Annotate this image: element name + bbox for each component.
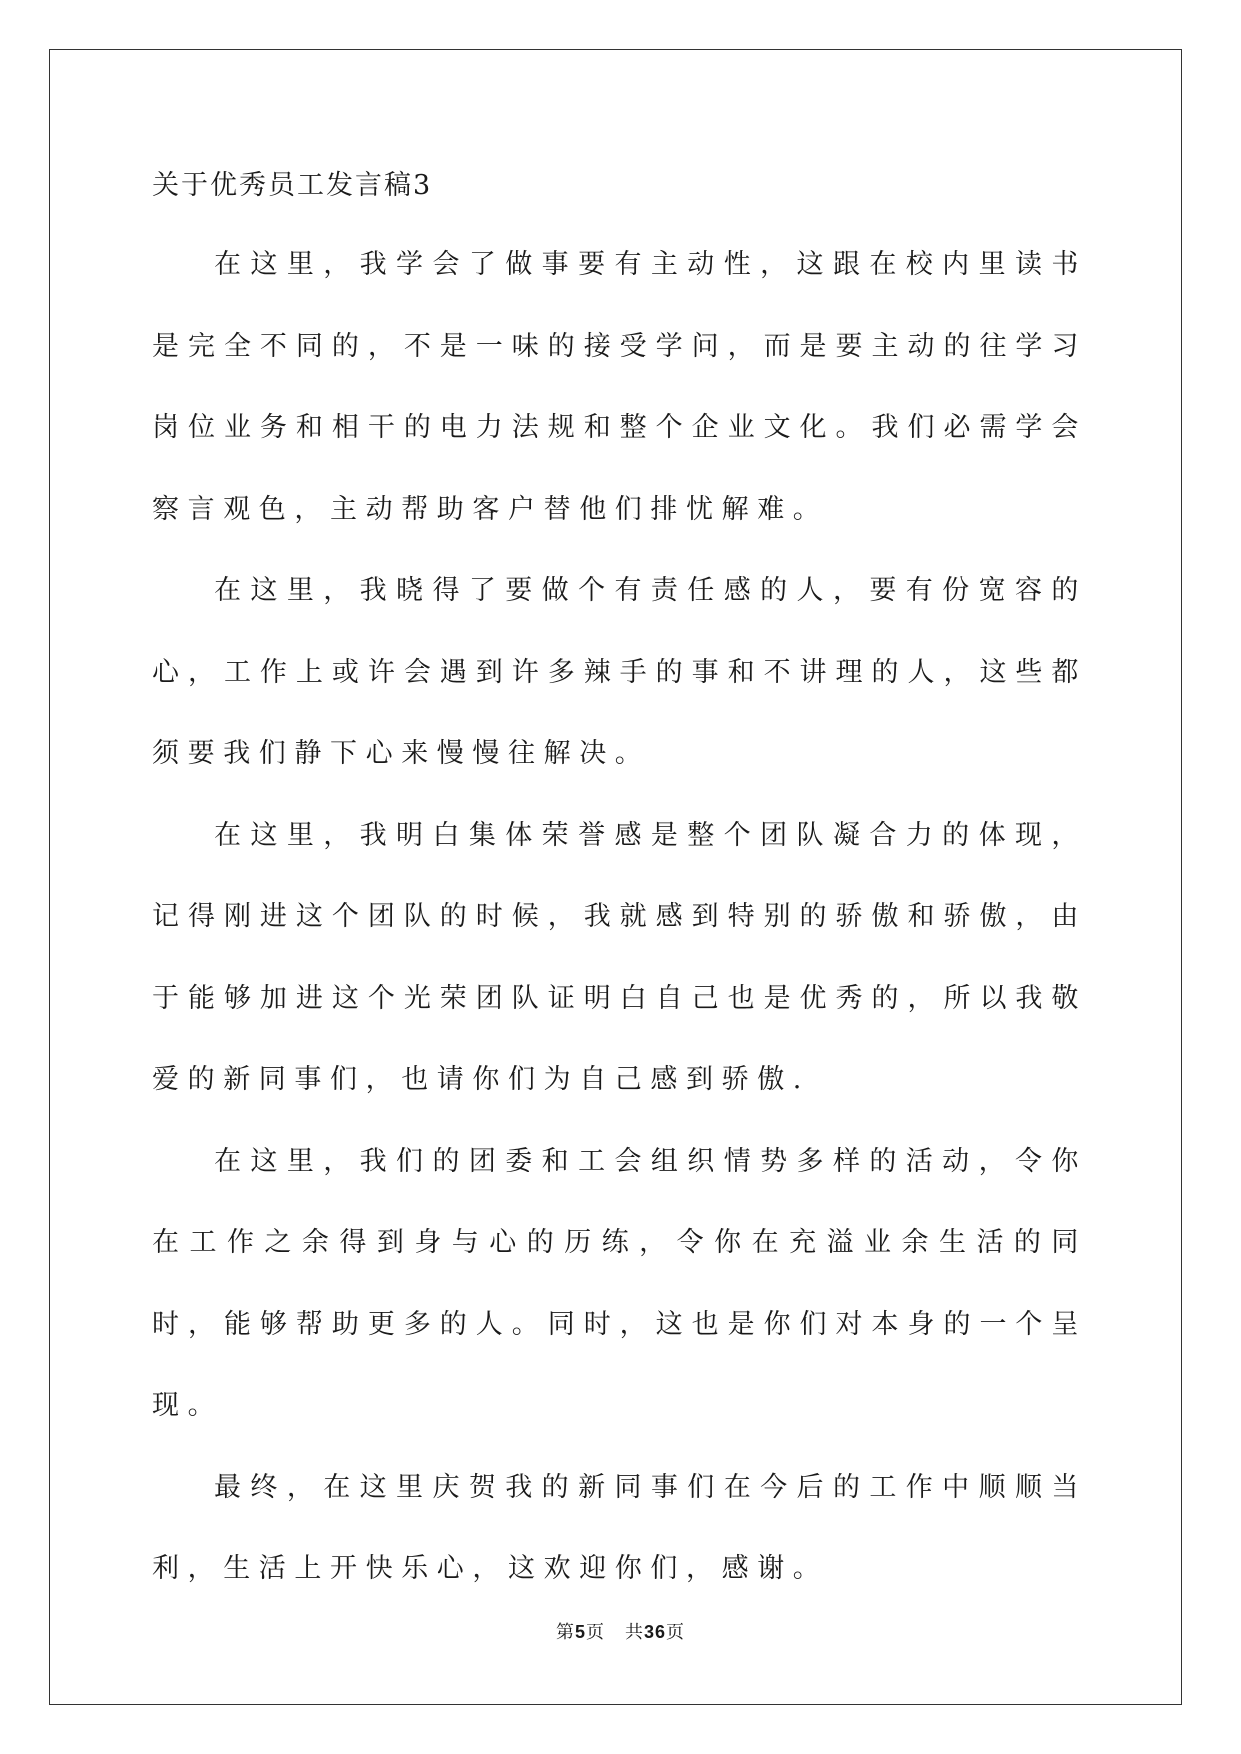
paragraph-4: 在这里，我们的团委和工会组织情势多样的活动，令你在工作之余得到身与心的历练，令你在充溢业余生活的同时，能够帮助更多的人。同时，这也是你们对本身的一个呈现。 [152, 1145, 1087, 1421]
total-prefix: 共 [624, 1622, 644, 1643]
page-footer [0, 1618, 1241, 1644]
total-pages: 36 [643, 1622, 667, 1642]
page-prefix: 第 [555, 1622, 575, 1643]
paragraph-3: 在这里，我明白集体荣誉感是整个团队凝合力的体现，记得刚进这个团队的时候，我就感到特别的骄傲和骄傲，由于能够加进这个光荣团队证明白自己也是优秀的，所以我敬爱的新同事们，也请你们为自己感到骄傲. [152, 819, 1087, 1095]
document-body [152, 166, 1087, 1610]
page-suffix: 页 [585, 1622, 605, 1643]
total-suffix: 页 [666, 1622, 686, 1643]
paragraph-2: 在这里，我晓得了要做个有责任感的人，要有份宽容的心，工作上或许会遇到许多辣手的事和不讲理的人，这些都须要我们静下心来慢慢往解决。 [152, 575, 1087, 769]
paragraph-5: 最终，在这里庆贺我的新同事们在今后的工作中顺顺当利，生活上开快乐心，这欢迎你们，感谢。 [152, 1471, 1087, 1584]
document-title: 关于优秀员工发言稿3 [152, 170, 433, 201]
page-number: 5 [574, 1622, 586, 1642]
paragraph-1: 在这里，我学会了做事要有主动性，这跟在校内里读书是完全不同的，不是一味的接受学问，而是要主动的往学习岗位业务和相干的电力法规和整个企业文化。我们必需学会察言观色，主动帮助客户替他们排忧解难。 [152, 249, 1087, 525]
